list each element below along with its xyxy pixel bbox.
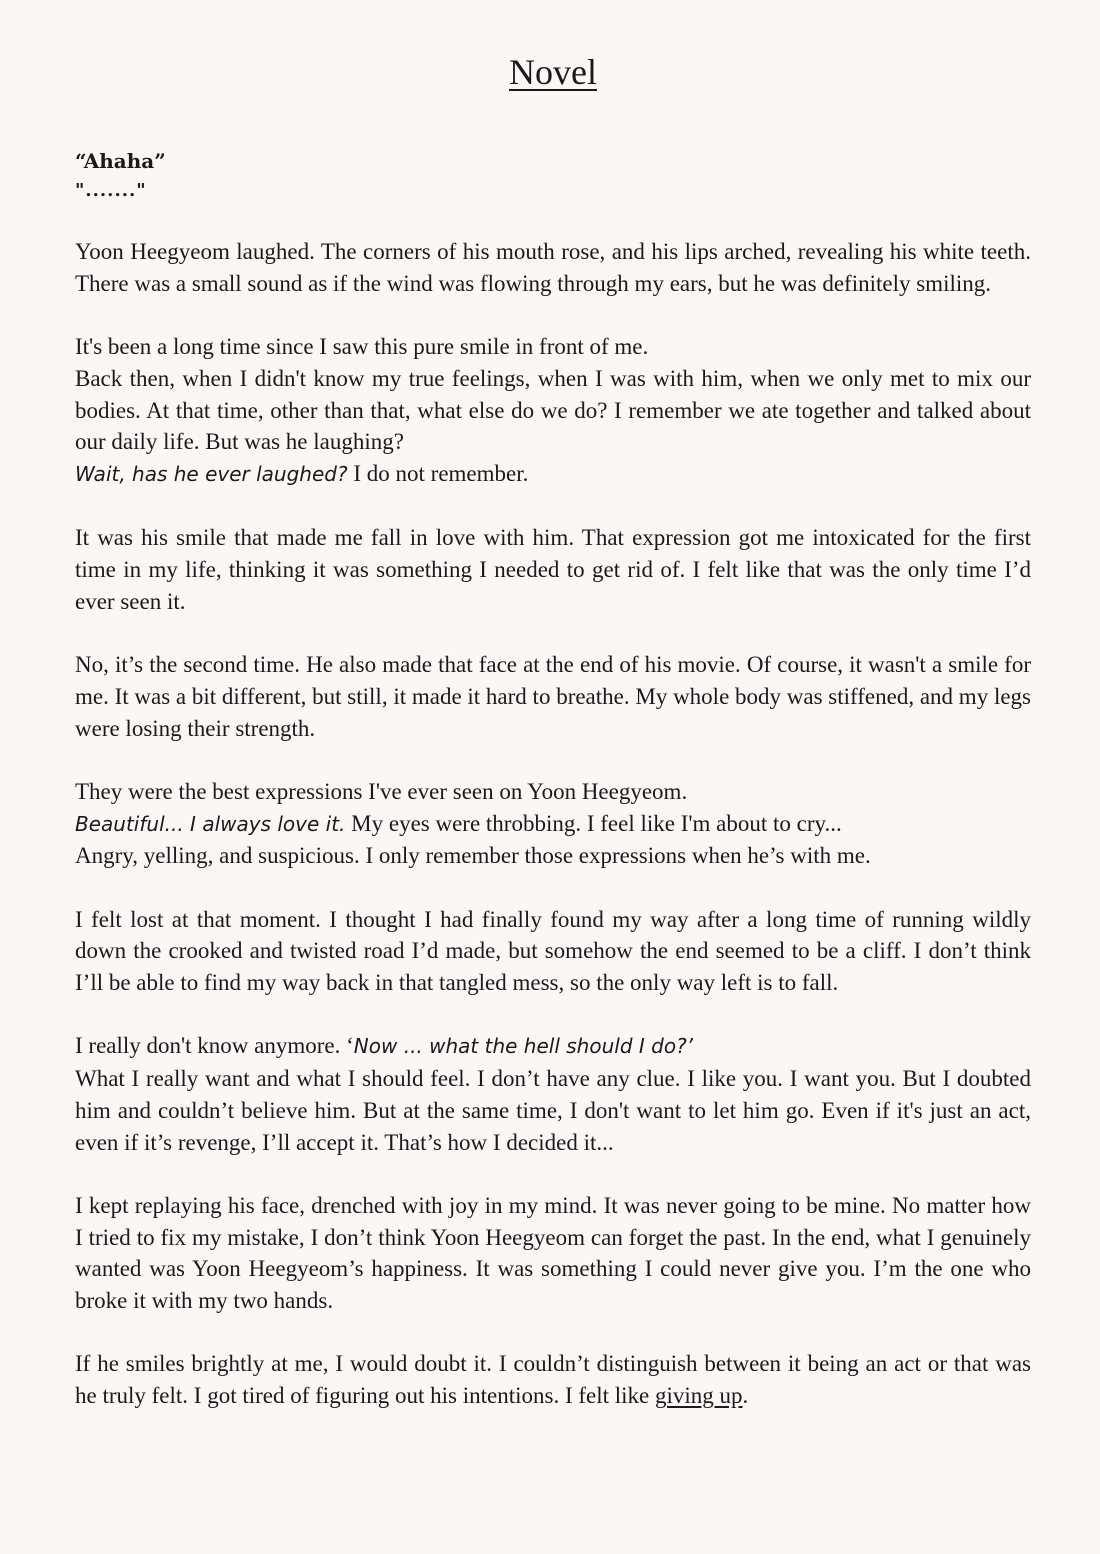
paragraph-5-line-1: They were the best expressions I've ever seen on Yoon Heegyeom. [75, 778, 688, 804]
paragraph-9-text: If he smiles brightly at me, I would doubt it. I couldn’t distinguish between it being an act or that was he truly felt. I got tired of figuring out his intentions. I felt like [75, 1351, 1031, 1409]
story-body [75, 236, 1031, 1412]
paragraph-2-line-2: Back then, when I didn't know my true feelings, when I was with him, when we only met to mix our bodies. At that time, other than that, what else do we do? I remember we ate together and talked about our daily life. But was he laughing? [75, 365, 1031, 455]
paragraph-4: No, it’s the second time. He also made that face at the end of his movie. Of course, it wasn't a smile for me. It was a bit different, but still, it made it hard to breathe. My whole body was stiffened, and my legs were losing their strength. [75, 652, 1031, 741]
paragraph-2-line-1: It's been a long time since I saw this pure smile in front of me. [75, 334, 649, 360]
paragraph-2-tail: I do not remember. [347, 460, 529, 486]
giving-up-link[interactable]: giving up [655, 1383, 743, 1409]
paragraph-7-italic: Now ... what the hell should I do?’ [353, 1034, 694, 1059]
paragraph-7-lead: I really don't know anymore. ‘ [75, 1033, 354, 1059]
page-title [75, 0, 1031, 92]
paragraph-6: I felt lost at that moment. I thought I had finally found my way after a long time of running wildly down the crooked and twisted road I’d made, but somehow the end seemed to be a cliff. I don’t think I’ll be able to find my way back in that tangled mess, so the only way left is to fall. [75, 906, 1031, 996]
paragraph-5-tail: My eyes were throbbing. I feel like I'm about to cry... [345, 810, 842, 836]
paragraph-5-italic: Beautiful... I always love it. [75, 811, 346, 836]
page-title-text: Novel [509, 52, 597, 92]
paragraph-7-line-1 [75, 1030, 1031, 1063]
paragraph-8: I kept replaying his face, drenched with joy in my mind. It was never going to be mine. No matter how I tried to fix my mistake, I don’t think Yoon Heegyeom can forget the past. In the end, what I genuinely wanted was Yoon Heegyeom’s happiness. It was something I could never give you. I’m the one who broke it with my two hands. [75, 1192, 1031, 1314]
paragraph-5-line-3: Angry, yelling, and suspicious. I only remember those expressions when he’s with me. [75, 843, 871, 869]
paragraph-2-italic: Wait, has he ever laughed? [75, 461, 348, 486]
paragraph-5-line-2 [75, 808, 1031, 841]
paragraph-9 [75, 1348, 1031, 1411]
dialogue-block [75, 147, 1031, 205]
dialogue-line-ellipsis: "......." [75, 180, 147, 201]
paragraph-7 [75, 1030, 1031, 1158]
paragraph-9-end: . [742, 1383, 749, 1409]
paragraph-5 [75, 776, 1031, 872]
dialogue-line-laugh: “Ahaha” [75, 149, 166, 173]
paragraph-7-line-2: What I really want and what I should feel. I don’t have any clue. I like you. I want you. But I doubted him and couldn’t believe him. But at the same time, I don't want to let him go. Even if it's just an act, even if it’s revenge, I’ll accept it. That’s how I decided it... [75, 1066, 1031, 1155]
novel-page [75, 0, 1031, 1444]
paragraph-2-line-3 [75, 458, 1031, 491]
paragraph-3: It was his smile that made me fall in love with him. That expression got me intoxicated for the first time in my life, thinking it was something I needed to get rid of. I felt like that was the only time I’d ever seen it. [75, 525, 1031, 614]
paragraph-1: Yoon Heegyeom laughed. The corners of his mouth rose, and his lips arched, revealing his white teeth. There was a small sound as if the wind was flowing through my ears, but he was definitely smiling. [75, 239, 1031, 296]
paragraph-2 [75, 331, 1031, 491]
